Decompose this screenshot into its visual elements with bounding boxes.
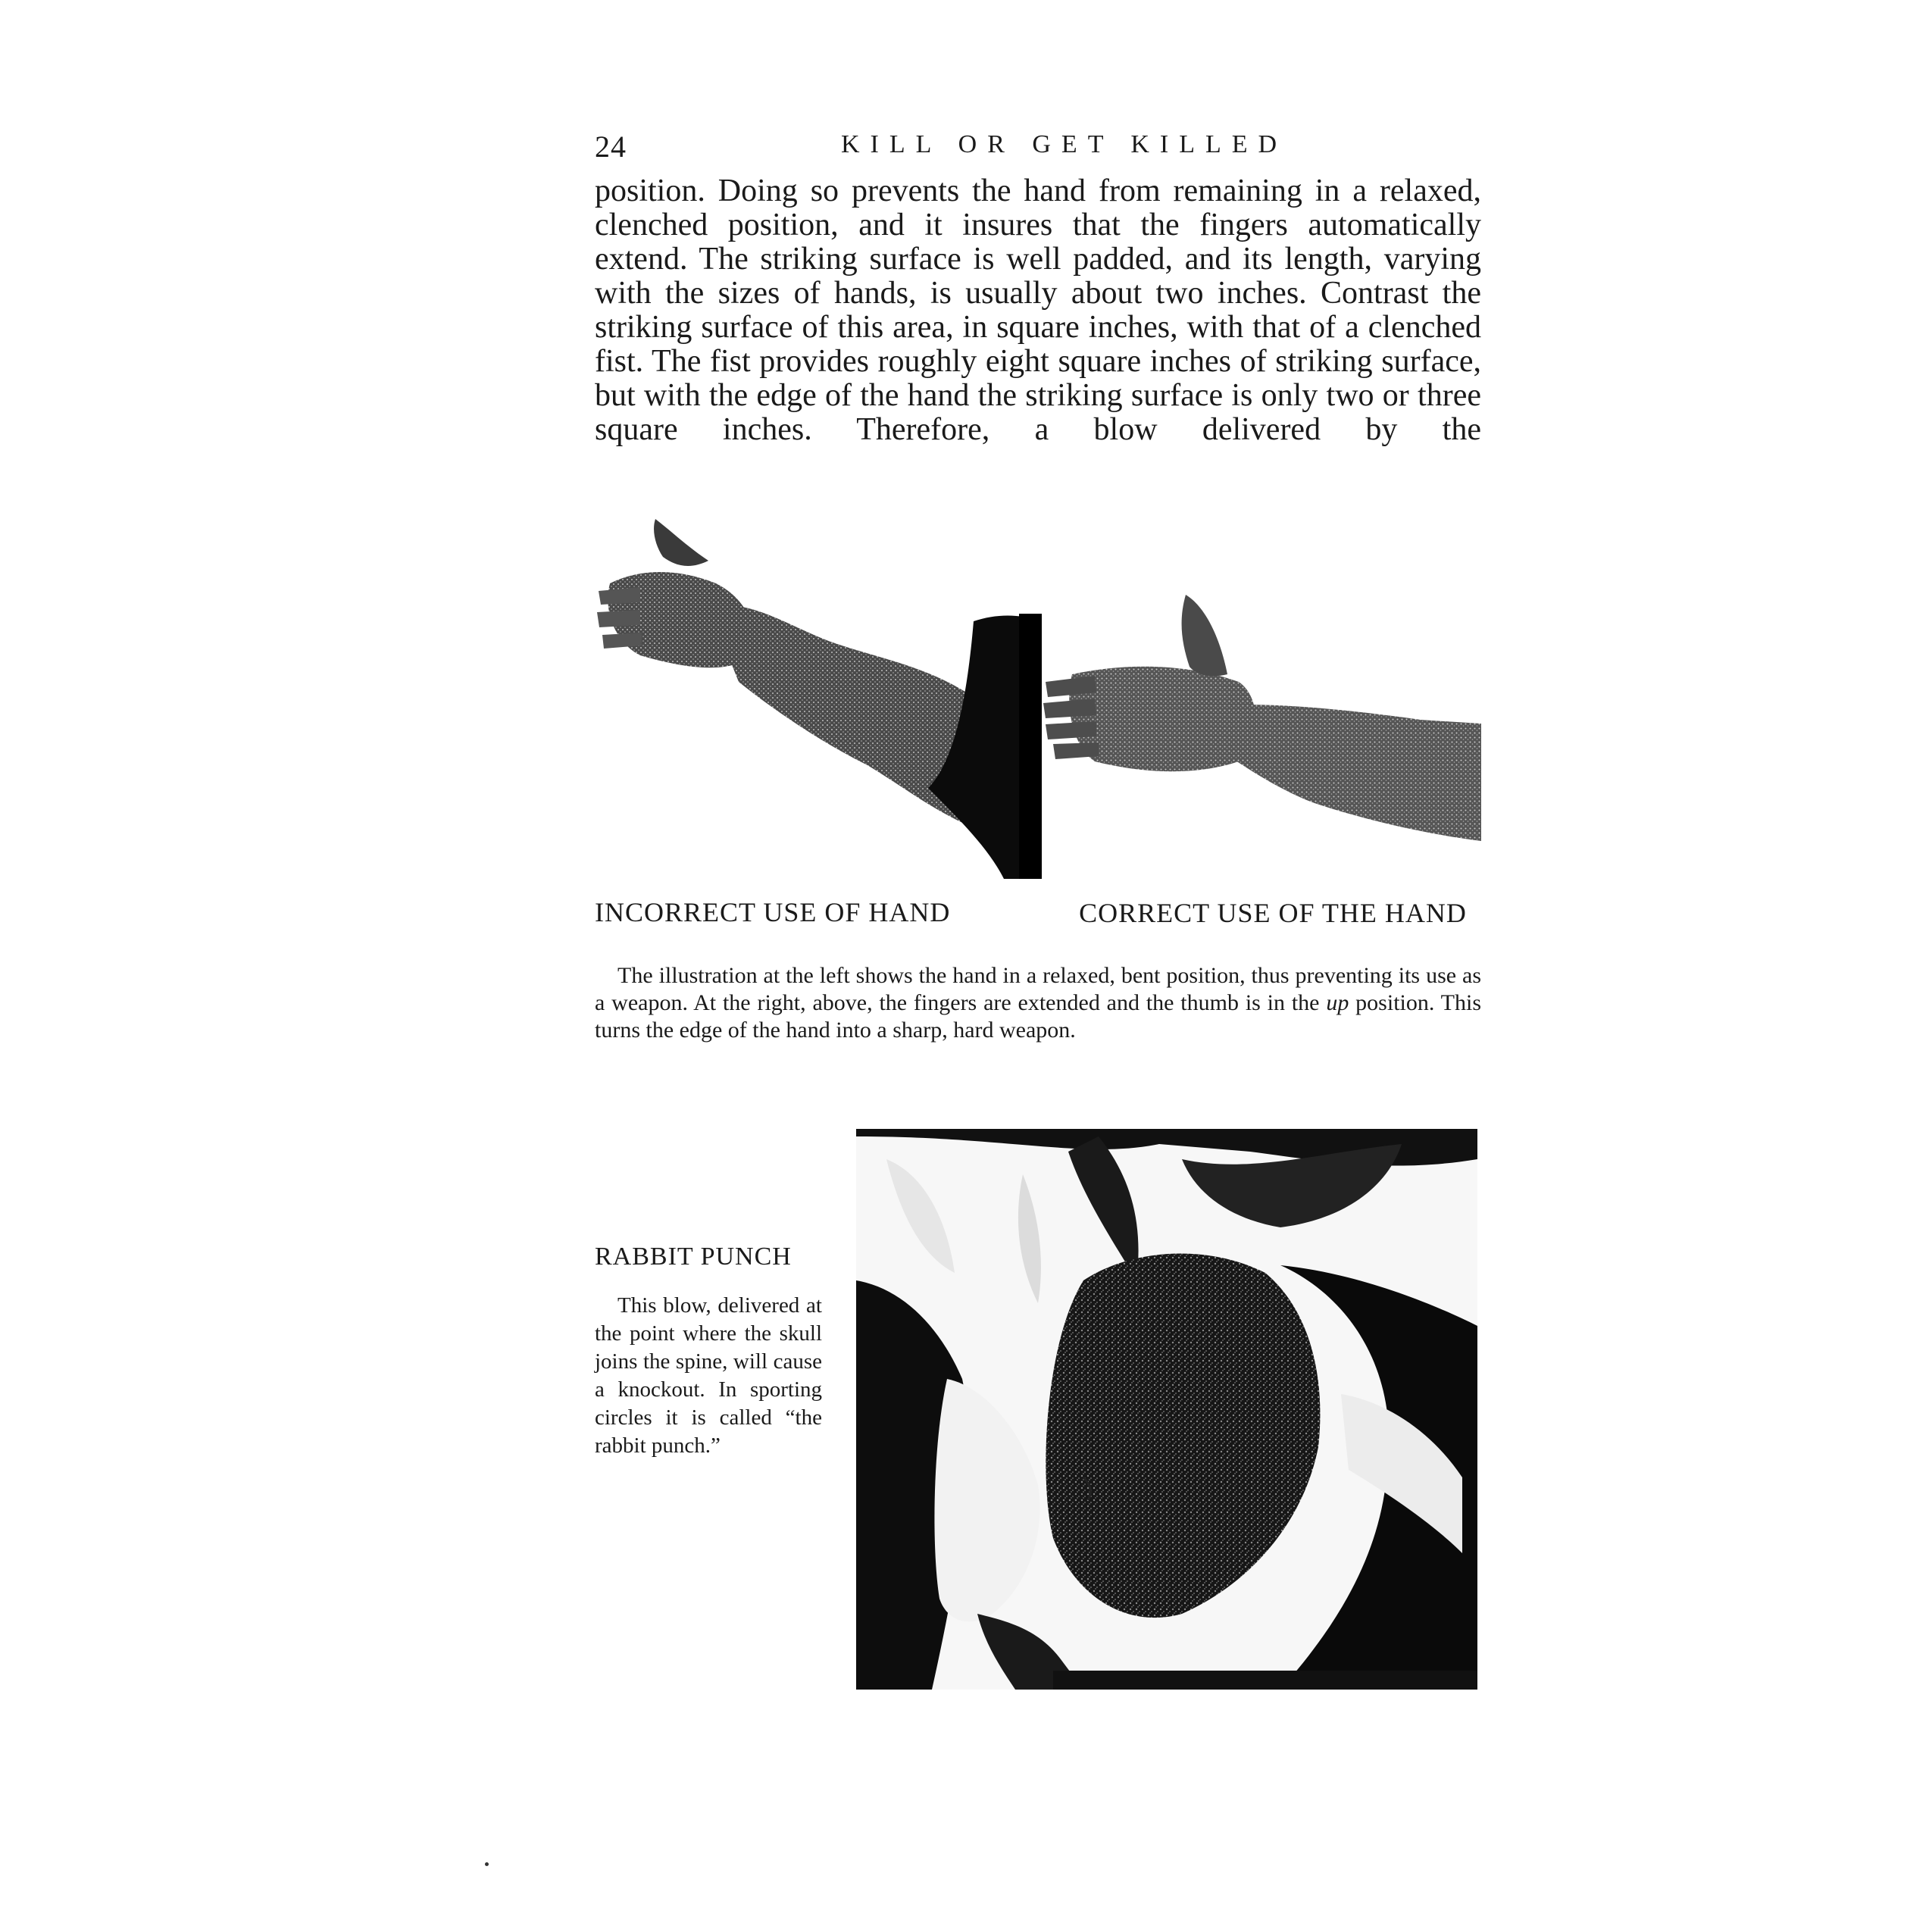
hand-figure-description [595,962,1481,1044]
body-paragraph: position. Doing so prevents the hand from remaining in a relaxed, clenched position, and it insures that the fingers automatically extend. The striking surface is well padded, and its length, varying with the sizes of hands, is usually about two inches. Contrast the striking surface of this area, in square inches, with that of a clenched fist. The fist provides roughly eight square inches of striking surface, but with the edge of the hand the striking surface is only two or three square inches. Therefore, a blow delivered by the [595,174,1481,447]
rabbit-punch-description: This blow, delivered at the point where the skull joins the spine, will cause a knockout. In sporting circles it is called “the rabbit punch.” [595,1293,822,1458]
incorrect-hand-caption: INCORRECT USE OF HAND [595,897,951,927]
incorrect-hand-photo [595,515,1042,879]
stray-ink-mark [485,1862,489,1866]
hand-description-part-2: position. This turns the edge of the hand into a sharp, hard weapon. [595,990,1481,1043]
page-number: 24 [595,130,627,164]
rabbit-punch-title: RABBIT PUNCH [595,1243,792,1271]
hand-description-part-1: The illustration at the left shows the hand in a relaxed, bent position, thus preventing its use as a weapon. At the right, above, the fingers are extended and the thumb is in the [595,963,1481,1015]
correct-hand-caption: CORRECT USE OF THE HAND [1079,898,1467,928]
hand-description-emphasis: up [1326,990,1349,1015]
correct-hand-photo [1042,591,1481,841]
rabbit-punch-photo [856,1129,1477,1690]
running-head: KILL OR GET KILLED [841,130,1288,158]
